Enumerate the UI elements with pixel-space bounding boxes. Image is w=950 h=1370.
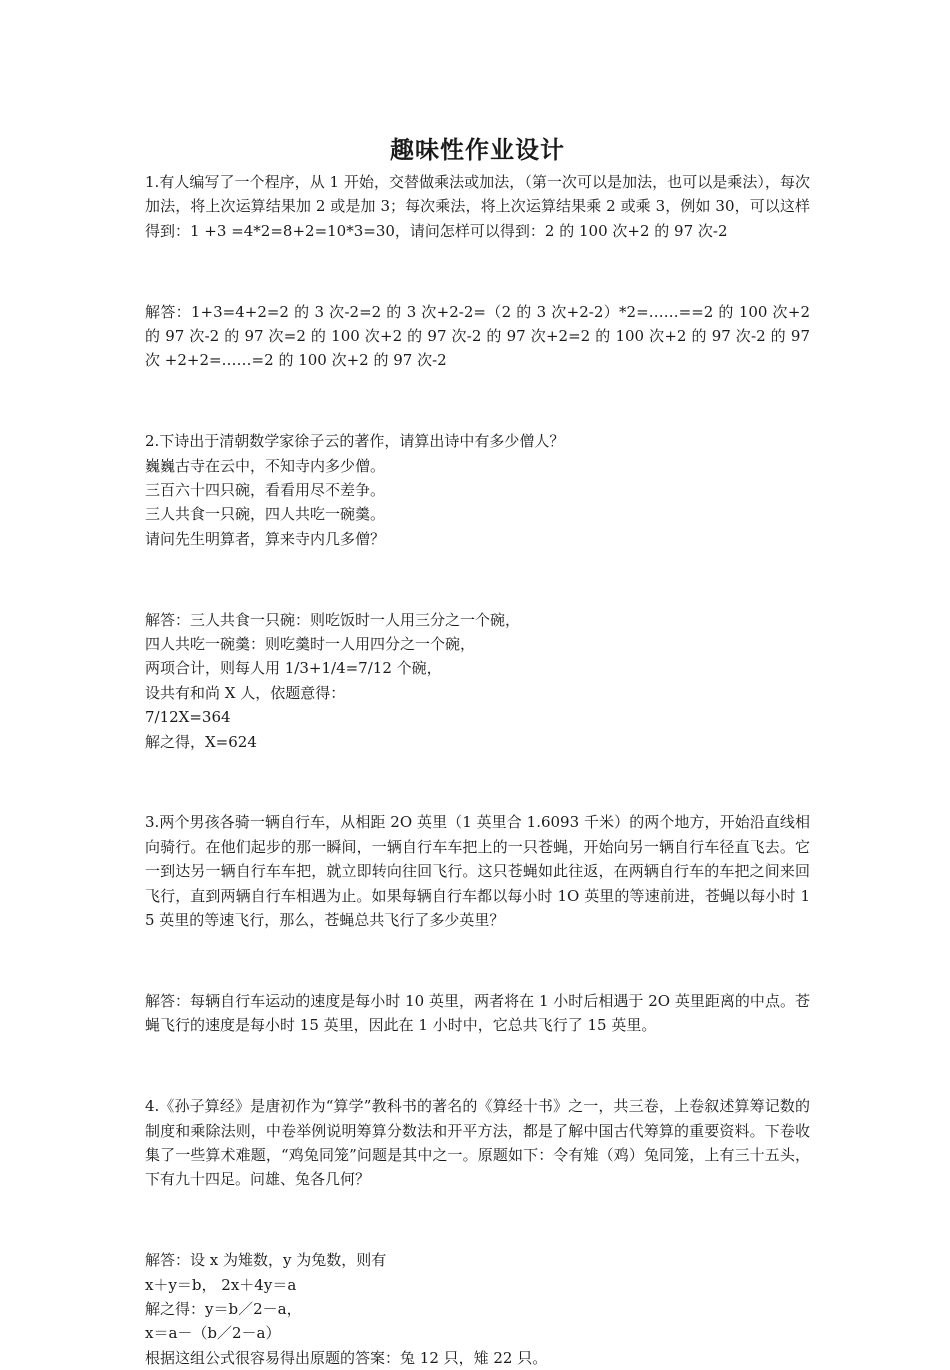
blank-line [145,567,810,591]
paragraph: x＋y＝b， 2x＋4y＝a [145,1275,297,1294]
paragraph: 解答：设 x 为雉数，y 为兔数，则有 [145,1251,387,1270]
paragraph: 解之得：y＝b／2－a， [145,1299,302,1318]
blank-line [145,949,810,973]
paragraph: 请问先生明算者，算来寺内几多僧？ [145,529,386,548]
paragraph: 解答：三人共食一只碗：则吃饭时一人用三分之一个碗， [145,610,521,629]
paragraph: 三人共食一只碗，四人共吃一碗羹。 [145,505,386,524]
paragraph: x＝a－（b／2－a） [145,1324,281,1343]
paragraph: 设共有和尚 X 人，依题意得： [145,683,346,702]
blank-line [145,770,810,794]
paragraph: 3.两个男孩各骑一辆自行车，从相距 2O 英里（1 英里合 1.6093 千米）的两个地方，开始沿直线相向骑行。在他们起步的那一瞬间，一辆自行车车把上的一只苍蝇，开始向另一辆自行车径直飞去。它一到达另一辆自行车车把，就立即转向往回飞行。这只苍蝇如此往返，在两辆自行车的车把之间来回飞行，直到两辆自行车相遇为止。如果每辆自行车都以每小时 1O 英里的等速前进，苍蝇以每小时 15 英里的等速飞行，那么，苍蝇总共飞行了多少英里？ [145,813,810,930]
paragraph: 解答：1+3=4+2=2 的 3 次-2=2 的 3 次+2-2=（2 的 3 次+2-2）*2=……==2 的 100 次+2 的 97 次-2 的 97 次=2 的 100 次+2 的 97 次-2 的 97 次+2=2 的 100 次+2 的 97 次-2 的 97 次 +2+2=……=2 的 100 次+2 的 97 次-2 [145,302,810,370]
blank-line [145,1208,810,1232]
document-title: 趣味性作业设计 [390,136,565,164]
paragraph: 解之得，X=624 [145,732,257,751]
blank-line [145,1054,810,1078]
paragraph: 四人共吃一碗羹：则吃羹时一人用四分之一个碗， [145,635,476,654]
paragraph: 7/12X=364 [145,708,231,727]
paragraph: 1.有人编写了一个程序，从 1 开始，交替做乘法或加法，（第一次可以是加法，也可以是乘法），每次加法，将上次运算结果加 2 或是加 3；每次乘法，将上次运算结果乘 2 或乘 3，例如 30，可以这样得到：1 +3 =4*2=8+2=10*3=30，请问怎样可以得到：2 的 100 次+2 的 97 次-2 [145,173,810,240]
document-page [145,130,810,1370]
blank-line [145,259,810,283]
blank-line [145,389,810,413]
paragraph: 根据这组公式很容易得出原题的答案：兔 12 只，雉 22 只。 [145,1348,548,1367]
paragraph: 解答：每辆自行车运动的速度是每小时 10 英里，两者将在 1 小时后相遇于 2O 英里距离的中点。苍蝇飞行的速度是每小时 15 英里，因此在 1 小时中，它总共飞行了 15 英里。 [145,991,810,1035]
paragraph: 4.《孙子算经》是唐初作为“算学”教科书的著名的《算经十书》之一，共三卷，上卷叙述算筹记数的制度和乘除法则，中卷举例说明筹算分数法和开平方法，都是了解中国古代筹算的重要资料。下卷收集了一些算术难题，“鸡兔同笼”问题是其中之一。原题如下：令有雉（鸡）兔同笼，上有三十五头，下有九十四足。问雄、兔各几何？ [145,1097,810,1189]
paragraph: 两项合计，则每人用 1/3+1/4=7/12 个碗， [145,659,442,678]
paragraph: 巍巍古寺在云中，不知寺内多少僧。 [145,456,386,475]
document-body [145,170,810,1370]
paragraph: 三百六十四只碗，看看用尽不差争。 [145,481,386,500]
paragraph: 2.下诗出于清朝数学家徐子云的著作，请算出诗中有多少僧人？ [145,432,565,451]
